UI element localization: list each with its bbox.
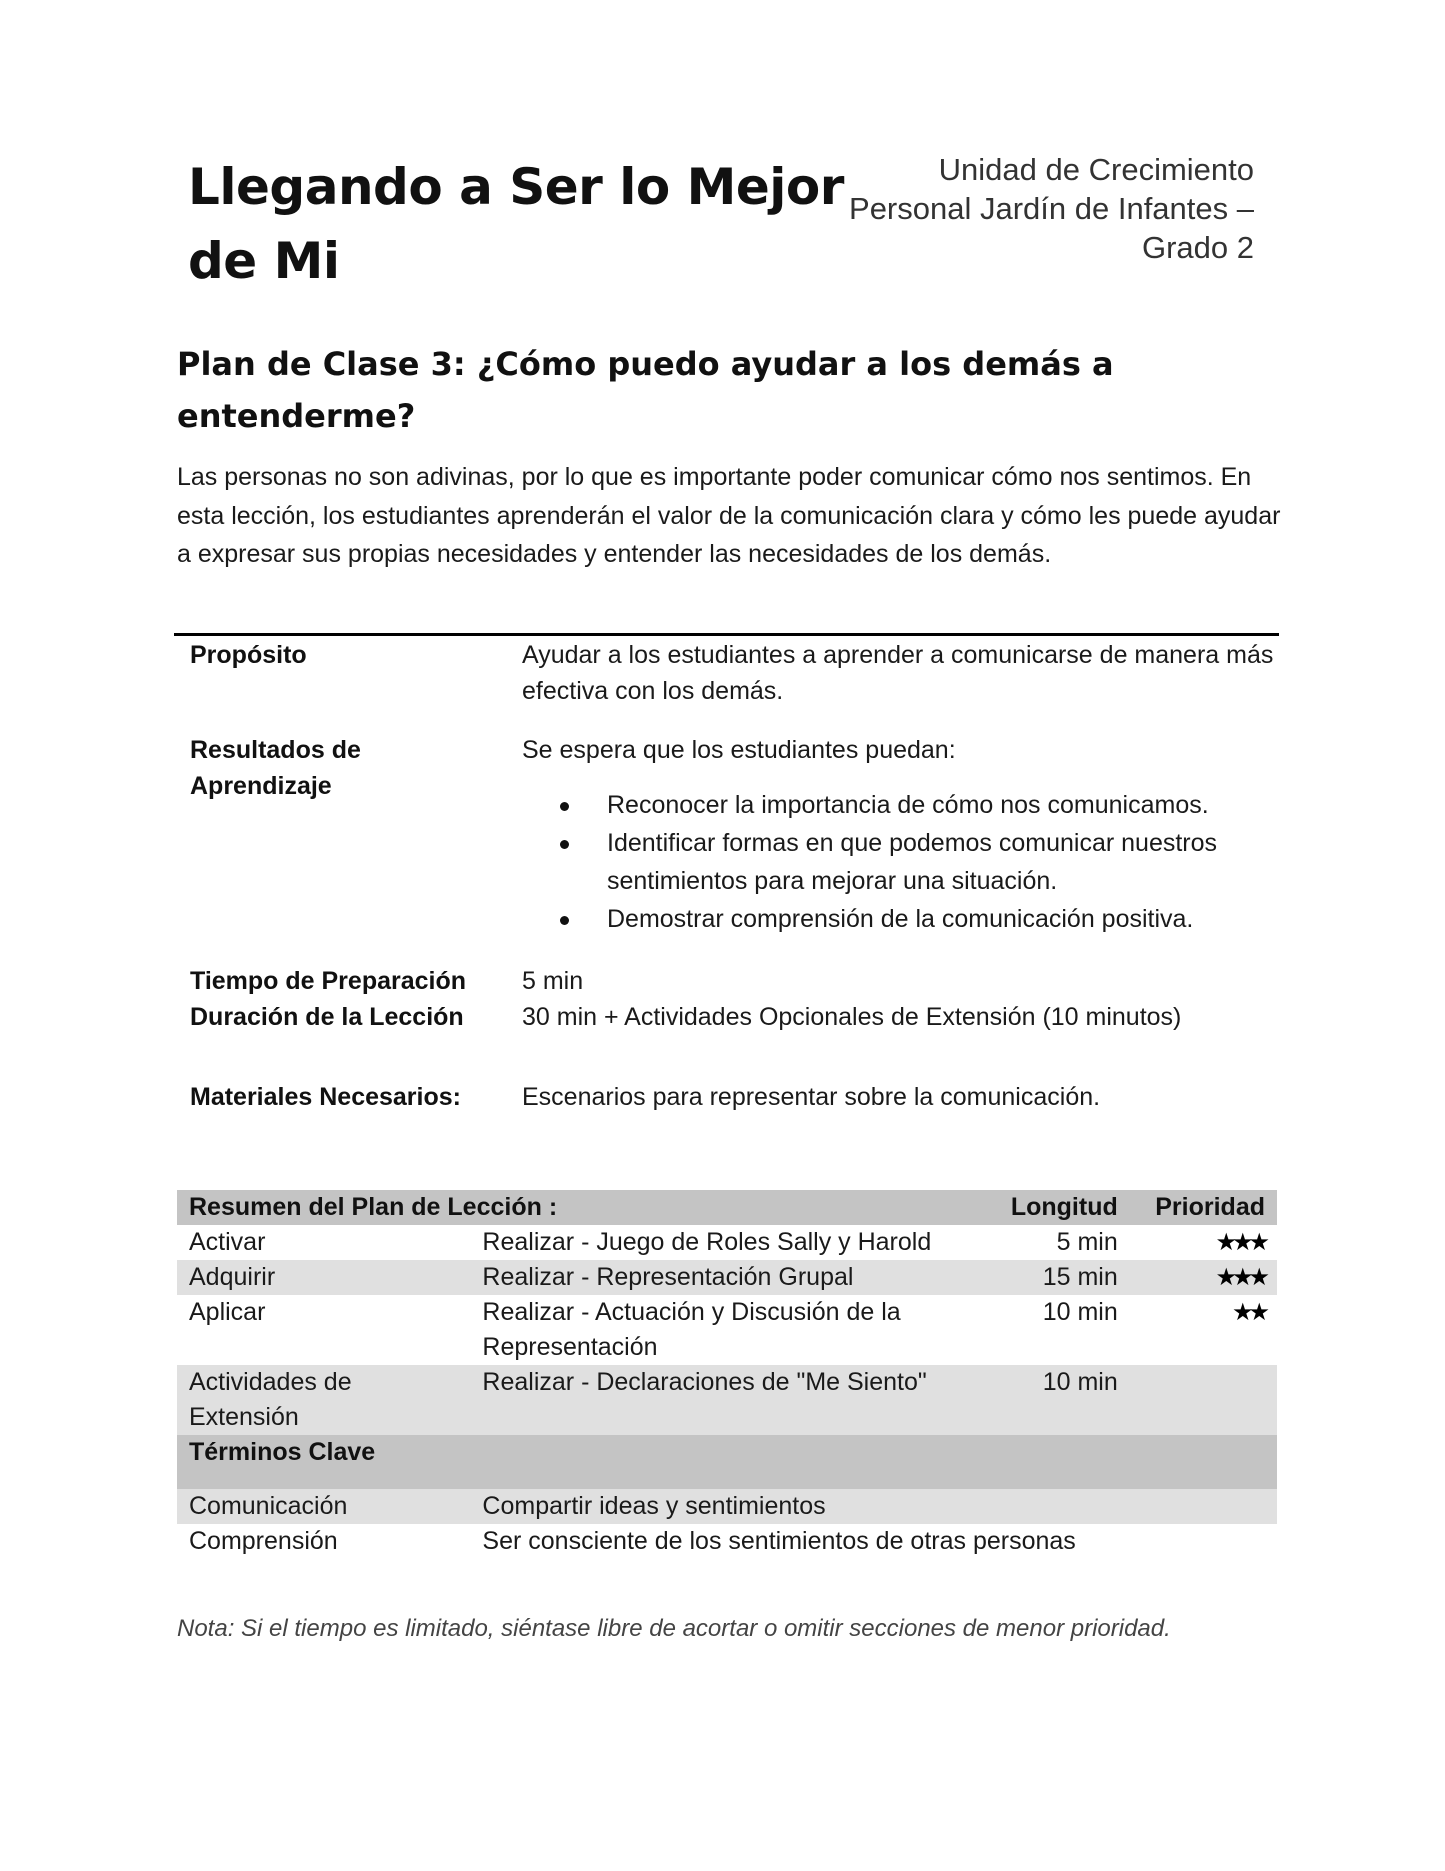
materials-label: Materiales Necesarios: bbox=[190, 1083, 461, 1111]
materials-value: Escenarios para representar sobre la comunicación. bbox=[522, 1083, 1101, 1111]
purpose-value: Ayudar a los estudiantes a aprender a comunicarse de manera más efectiva con los demás. bbox=[522, 641, 1274, 705]
length-cell: 10 min bbox=[996, 1365, 1130, 1435]
outcomes-value bbox=[522, 732, 1282, 938]
table-row bbox=[177, 1295, 1277, 1365]
activity-cell: Realizar - Representación Grupal bbox=[470, 1260, 996, 1295]
table-row bbox=[177, 1524, 1277, 1559]
phase-cell: Activar bbox=[189, 1228, 266, 1256]
definition-cell: Compartir ideas y sentimientos bbox=[470, 1489, 1277, 1524]
outcomes-label: Resultados de Aprendizaje bbox=[190, 736, 361, 800]
phase-cell: Actividades de Extensión bbox=[177, 1365, 470, 1435]
outcomes-intro: Se espera que los estudiantes puedan: bbox=[522, 736, 956, 764]
activity-cell: Realizar - Juego de Roles Sally y Harold bbox=[482, 1228, 932, 1256]
page-title: Llegando a Ser lo Mejor de Mi bbox=[188, 158, 844, 290]
outcome-item: Identificar formas en que podemos comunicar nuestros sentimientos para mejorar una situación. bbox=[522, 824, 1282, 900]
lesson-heading: Plan de Clase 3: ¿Cómo puedo ayudar a los demás a entenderme? bbox=[177, 345, 1114, 435]
priority-note: Nota: Si el tiempo es limitado, siéntase libre de acortar o omitir secciones de menor prioridad. bbox=[177, 1615, 1171, 1642]
priority-stars-icon: ★★★ bbox=[1130, 1260, 1277, 1295]
activity-cell: Realizar - Declaraciones de "Me Siento" bbox=[470, 1365, 996, 1435]
duration-label: Duración de la Lección bbox=[190, 1003, 464, 1031]
lesson-intro: Las personas no son adivinas, por lo que es importante poder comunicar cómo nos sentimos. En esta lección, los estudiantes aprenderán el valor de la comunicación clara y cómo les puede ayudar a expresar sus propias necesidades y entender las necesidades de los demás. bbox=[177, 463, 1281, 568]
phase-cell: Aplicar bbox=[189, 1298, 266, 1326]
prep-value: 5 min bbox=[522, 967, 584, 995]
table-row bbox=[177, 1260, 1277, 1295]
outcome-item: Reconocer la importancia de cómo nos comunicamos. bbox=[522, 786, 1282, 824]
key-terms-header-row bbox=[177, 1435, 1277, 1489]
prep-label: Tiempo de Preparación bbox=[190, 967, 467, 995]
key-terms-label: Términos Clave bbox=[177, 1435, 1277, 1489]
table-row bbox=[177, 1225, 1277, 1260]
priority-stars-icon: ★★ bbox=[1231, 1298, 1265, 1326]
term-cell: Comprensión bbox=[189, 1527, 338, 1555]
length-cell: 15 min bbox=[996, 1260, 1130, 1295]
outcomes-list bbox=[522, 786, 1282, 938]
section-divider bbox=[174, 633, 1279, 636]
summary-header-row bbox=[177, 1190, 1277, 1225]
length-cell: 5 min bbox=[1056, 1228, 1118, 1256]
term-cell: Comunicación bbox=[177, 1489, 470, 1524]
summary-title: Resumen del Plan de Lección : bbox=[177, 1190, 996, 1225]
priority-header: Prioridad bbox=[1130, 1190, 1277, 1225]
phase-cell: Adquirir bbox=[177, 1260, 470, 1295]
priority-stars-icon: ★★★ bbox=[1215, 1228, 1265, 1256]
duration-value: 30 min + Actividades Opcionales de Extensión (10 minutos) bbox=[522, 1003, 1182, 1031]
length-cell: 10 min bbox=[1042, 1298, 1118, 1326]
table-row bbox=[177, 1489, 1277, 1524]
purpose-label: Propósito bbox=[190, 641, 307, 669]
priority-stars-icon bbox=[1130, 1365, 1277, 1435]
definition-cell: Ser consciente de los sentimientos de otras personas bbox=[482, 1527, 1076, 1555]
outcome-item: Demostrar comprensión de la comunicación positiva. bbox=[522, 900, 1282, 938]
unit-subtitle: Unidad de Crecimiento Personal Jardín de Infantes – Grado 2 bbox=[849, 152, 1254, 265]
table-row bbox=[177, 1365, 1277, 1435]
lesson-summary-table bbox=[177, 1190, 1277, 1559]
length-header: Longitud bbox=[996, 1190, 1130, 1225]
activity-cell: Realizar - Actuación y Discusión de la Representación bbox=[482, 1298, 901, 1361]
